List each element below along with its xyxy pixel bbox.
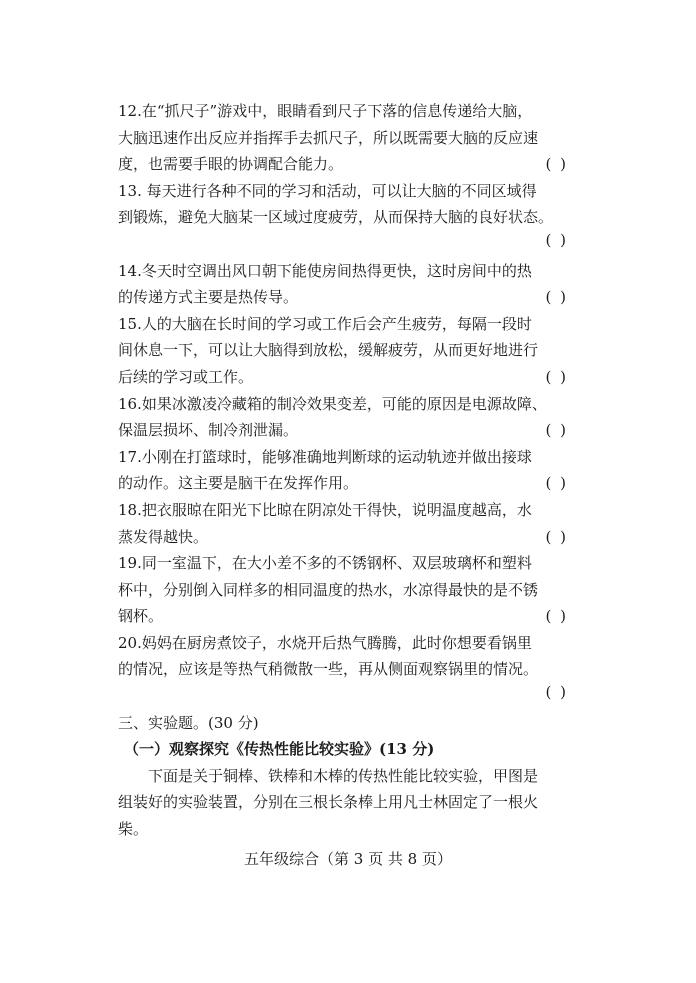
question-text-line <box>118 603 586 630</box>
answer-blank[interactable]: ( ) <box>545 474 568 493</box>
question-text-line <box>118 470 586 497</box>
question-20 <box>118 630 586 710</box>
answer-blank[interactable]: ( ) <box>545 527 568 546</box>
question-text-line: 18.把衣服晾在阳光下比晾在阴凉处干得快，说明温度越高，水 <box>118 500 532 519</box>
subsection-title: （一）观察探究《传热性能比较实验》(13 分) <box>124 740 435 759</box>
question-14 <box>118 258 586 311</box>
page-content <box>118 98 586 843</box>
answer-blank[interactable]: ( ) <box>545 683 568 702</box>
question-text-line: 到锻炼，避免大脑某一区域过度疲劳，从而保持大脑的良好状态。 <box>118 208 554 227</box>
answer-blank[interactable]: ( ) <box>545 607 568 626</box>
question-text-line: 14.冬天时空调出风口朝下能使房间热得更快，这时房间中的热 <box>118 261 532 280</box>
question-text-line: 12.在“抓尺子”游戏中，眼睛看到尺子下落的信息传递给大脑， <box>118 102 533 120</box>
section-title: 三、实验题。(30 分) <box>118 713 259 732</box>
question-13 <box>118 178 586 258</box>
answer-blank[interactable]: ( ) <box>545 367 568 386</box>
question-text: 保温层损坏、制冷剂泄漏。 <box>118 421 299 440</box>
question-text: 度，也需要手眼的协调配合能力。 <box>118 155 344 174</box>
question-12 <box>118 98 586 178</box>
question-19 <box>118 550 586 630</box>
question-text-line <box>118 417 586 444</box>
question-15 <box>118 311 586 391</box>
question-text-line: 的情况，应该是等热气稍微散一些，再从侧面观察锅里的情况。 <box>118 660 539 679</box>
question-text: 蒸发得越快。 <box>118 527 209 546</box>
answer-blank[interactable]: ( ) <box>545 421 568 440</box>
question-text-line: 19.同一室温下，在大小差不多的不锈钢杯、双层玻璃杯和塑料 <box>118 554 532 573</box>
question-text-line <box>118 364 586 391</box>
question-text: 的传递方式主要是热传导。 <box>118 288 299 307</box>
section-paragraph <box>118 763 586 843</box>
question-text: 的动作。这主要是脑干在发挥作用。 <box>118 474 359 493</box>
question-text-line: 13. 每天进行各种不同的学习和活动，可以让大脑的不同区域得 <box>118 181 537 200</box>
page-footer: 五年级综合（第 3 页 共 8 页） <box>244 850 452 868</box>
question-text-line <box>118 284 586 311</box>
question-text-line: 15.人的大脑在长时间的学习或工作后会产生疲劳，每隔一段时 <box>118 314 532 333</box>
answer-line <box>118 683 586 710</box>
answer-line <box>118 231 586 258</box>
question-text-line <box>118 151 586 178</box>
question-text-line: 20.妈妈在厨房煮饺子，水烧开后热气腾腾，此时你想要看锅里 <box>118 633 532 652</box>
paragraph-line: 组装好的实验装置，分别在三根长条棒上用凡士林固定了一根火 <box>118 793 539 812</box>
question-17 <box>118 444 586 497</box>
question-text-line: 间休息一下，可以让大脑得到放松，缓解疲劳，从而更好地进行 <box>118 341 539 360</box>
question-text-line: 16.如果冰激凌冷藏箱的制冷效果变差，可能的原因是电源故障、 <box>118 394 547 413</box>
paragraph-line: 下面是关于铜棒、铁棒和木棒的传热性能比较实验，甲图是 <box>148 766 539 785</box>
question-18 <box>118 497 586 550</box>
question-text: 钢杯。 <box>118 607 164 626</box>
question-text: 后续的学习或工作。 <box>118 367 254 386</box>
question-text-line: 大脑迅速作出反应并指挥手去抓尺子，所以既需要大脑的反应速 <box>118 128 539 147</box>
question-text-line <box>118 524 586 551</box>
answer-blank[interactable]: ( ) <box>545 230 568 249</box>
question-text-line: 杯中，分别倒入同样多的相同温度的热水，水凉得最快的是不锈 <box>118 580 539 599</box>
question-text-line: 17.小刚在打篮球时，能够准确地判断球的运动轨迹并做出接球 <box>118 447 532 466</box>
paragraph-line: 柴。 <box>118 820 149 839</box>
answer-blank[interactable]: ( ) <box>545 155 568 174</box>
question-16 <box>118 391 586 444</box>
answer-blank[interactable]: ( ) <box>545 288 568 307</box>
